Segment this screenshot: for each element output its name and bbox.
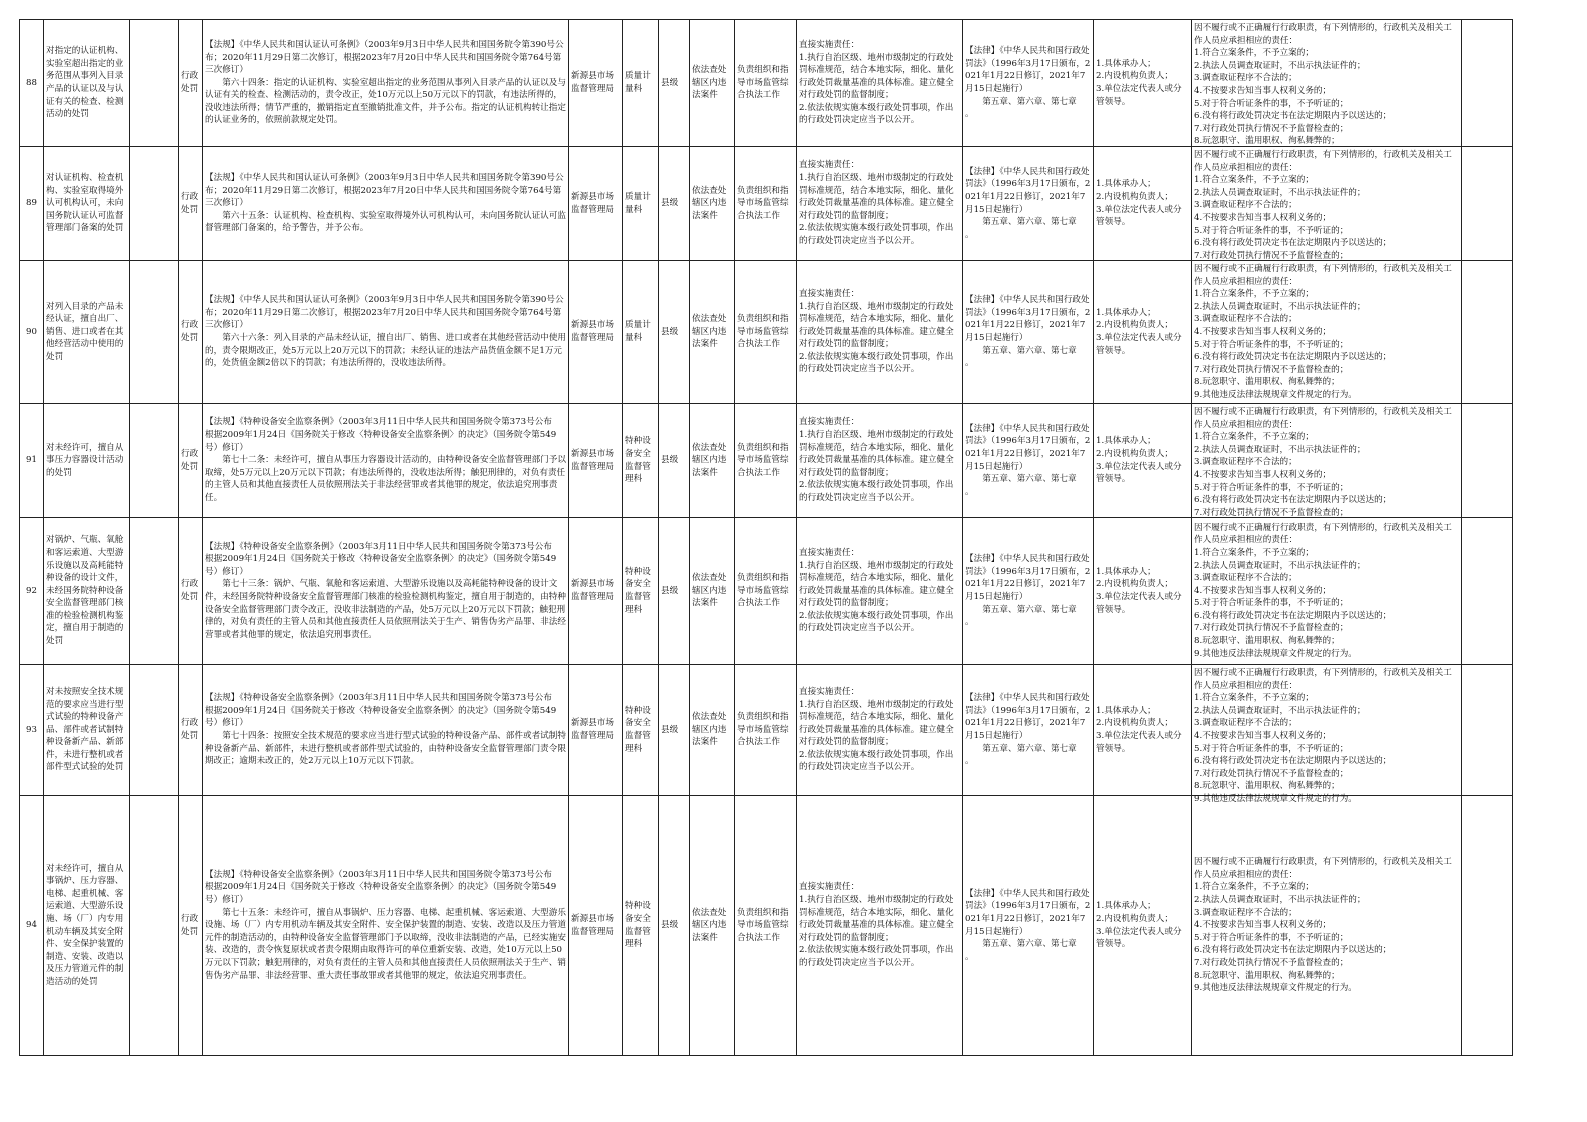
item-name: 对锅炉、气瓶、氧舱和客运索道、大型游乐设施以及高耗能特种设备的设计文件，未经国务院特种设备安全监督管理部门核准的检验检测机构鉴定，擅自用于制造的处罚: [44, 518, 130, 665]
implementing-agency: 新源县市场监督管理局: [569, 518, 623, 665]
duty-law-head: 【法律】《中华人民共和国行政处罚法》（1996年3月17日颁布，2021年1月22日修订，2021年7月15日起施行）: [965, 423, 1091, 472]
item-type: 行政处罚: [179, 261, 203, 404]
legal-basis-head: 【法规】《特种设备安全监察条例》（2003年3月11日中华人民共和国国务院令第373号公布 根据2009年1月24日《国务院关于修改〈特种设备安全监察条例〉的决定》（国务院令第549号）修订）: [205, 417, 561, 453]
legal-basis-article: 第六十六条：列入目录的产品未经认证，擅自出厂、销售、进口或者在其他经营活动中使用的，责令限期改正，处5万元以上20万元以下的罚款；未经认证的违法产品货值金额不足1万元的，处货值金额2倍以下的罚款；有违法所得的，没收违法所得。: [205, 333, 566, 369]
responsibility-summary: 负责组织和指导市场监管综合执法工作: [735, 518, 797, 665]
duty-content-clip: 直接实施责任： 1.执行自治区级、地州市级制定的行政处罚标准规范，结合本地实际，细化、量化行政处罚裁量基准的具体标准。建立健全对行政处罚的监督制度； 2.依法依规实施本级行政处罚事项，作出的行政处罚决定应当予以公开。: [799, 160, 954, 246]
duty-content-clip: 直接实施责任： 1.执行自治区级、地州市级制定的行政处罚标准规范，结合本地实际，细化、量化行政处罚裁量基准的具体标准。建立健全对行政处罚的监督制度； 2.依法依规实施本级行政处罚事项，作出的行政处罚决定应当予以公开。: [799, 288, 954, 375]
remarks: [1462, 796, 1513, 1056]
accountability-clauses: [1192, 20, 1462, 147]
item-type: 行政处罚: [179, 796, 203, 1056]
item-number: 93: [20, 665, 44, 796]
legal-basis-clip: [205, 541, 566, 642]
duty-content-clip: 直接实施责任： 1.执行自治区级、地州市级制定的行政处罚标准规范，结合本地实际，细化、量化行政处罚裁量基准的具体标准。建立健全对行政处罚的监督制度； 2.依法依规实施本级行政处罚事项，作出的行政处罚决定应当予以公开。: [799, 39, 954, 126]
implementing-agency: 新源县市场监督管理局: [569, 147, 623, 261]
implementing-agency: 新源县市场监督管理局: [569, 261, 623, 404]
exercise-level: 县级: [659, 147, 690, 261]
responsible-persons-list: 1.具体承办人； 2.内设机构负责人； 3.单位法定代表人或分管领导。: [1096, 566, 1182, 615]
legal-basis-article: 第七十二条：未经许可，擅自从事压力容器设计活动的，由特种设备安全监督管理部门予以取缔，处5万元以上20万元以下罚款；有违法所得的，没收违法所得；触犯刑律的，对负有责任的主管人员和其他直接责任人员依照刑法关于非法经营罪或者其他罪的规定，依法追究刑事责任。: [205, 455, 566, 503]
duty-content-clip: 直接实施责任： 1.执行自治区级、地州市级制定的行政处罚标准规范，结合本地实际，细化、量化行政处罚裁量基准的具体标准。建立健全对行政处罚的监督制度； 2.依法依规实施本级行政处罚事项，作出的行政处罚决定应当予以公开。: [799, 547, 954, 634]
legal-basis: [203, 796, 569, 1056]
duty-law-head: 【法律】《中华人民共和国行政处罚法》（1996年3月17日颁布，2021年1月22日修订，2021年7月15日起施行）: [965, 693, 1091, 741]
accountability-clauses-clip: 因不履行或不正确履行行政职责，有下列情形的，行政机关及相关工作人员应承担相应的责任： 1.符合立案条件，不予立案的； 2.执法人员调查取证时，不出示执法证件的； 3.调查取证程序不合法的； 4.不按要求告知当事人权利义务的； 5.对于符合听证条件的事，不予听证的； 6.没有将行政处罚决定书在法定期限内予以送达的； 7.对行政处罚执行情况不予监督检查的；: [1194, 150, 1452, 261]
item-name: 对指定的认证机构、实验室超出指定的业务范围从事列入目录产品的认证以及与认证有关的检查、检测活动的处罚: [44, 20, 130, 147]
accountability-clauses: [1192, 147, 1462, 261]
exercise-level: 县级: [659, 20, 690, 147]
legal-basis-clip: [205, 416, 566, 504]
legal-basis-clip: [205, 39, 566, 127]
responsible-unit: 特种设备安全监督管理科: [623, 665, 659, 796]
item-code: [130, 796, 179, 1056]
item-type: 行政处罚: [179, 20, 203, 147]
legal-basis: [203, 518, 569, 665]
duty-law-dot: 。: [965, 229, 974, 240]
implementing-agency: 新源县市场监督管理局: [569, 665, 623, 796]
accountability-clauses-clip: 因不履行或不正确履行行政职责，有下列情形的，行政机关及相关工作人员应承担相应的责任： 1.符合立案条件，不予立案的； 2.执法人员调查取证时，不出示执法证件的； 3.调查取证程序不合法的； 4.不按要求告知当事人权利义务的； 5.对于符合听证条件的事，不予听证的； 6.没有将行政处罚决定书在法定期限内予以送达的； 7.对行政处罚执行情况不予监督检查的； 8.玩忽职守、滥用职权、徇私舞弊的； 9.其他违反法律法规规章文件规定的行为。: [1194, 264, 1452, 400]
item-number: 91: [20, 404, 44, 518]
duty-law-dot: 。: [965, 109, 974, 120]
legal-basis-article: 第六十五条：认证机构、检查机构、实验室取得境外认可机构认可，未向国务院认证认可监督管理部门备案的，给予警告，并予公布。: [205, 210, 566, 234]
responsibility-summary: 负责组织和指导市场监管综合执法工作: [735, 147, 797, 261]
item-type: 行政处罚: [179, 518, 203, 665]
legal-basis-head: 【法规】《中华人民共和国认证认可条例》（2003年9月3日中华人民共和国国务院令第390号公布；2020年11月29日第二次修订，根据2023年7月20日中华人民共和国国务院令第764号第三次修订）: [205, 173, 564, 209]
duty-law-chapters: 第五章、第六章、第七章: [965, 743, 1077, 754]
legal-basis-head: 【法规】《中华人民共和国认证认可条例》（2003年9月3日中华人民共和国国务院令第390号公布；2020年11月29日第二次修订，根据2023年7月20日中华人民共和国国务院令第764号第三次修订）: [205, 39, 564, 76]
responsibility-summary: 负责组织和指导市场监管综合执法工作: [735, 796, 797, 1056]
responsible-unit: 特种设备安全监督管理科: [623, 404, 659, 518]
table-row: [20, 20, 1513, 147]
responsible-persons: [1094, 404, 1192, 518]
accountability-clauses: [1192, 518, 1462, 665]
item-code: [130, 147, 179, 261]
responsible-persons: [1094, 518, 1192, 665]
duty-content: [797, 147, 963, 261]
responsible-persons: [1094, 261, 1192, 404]
power-list-table: [19, 19, 1513, 1056]
legal-basis-head: 【法规】《中华人民共和国认证认可条例》（2003年9月3日中华人民共和国国务院令第390号公布；2020年11月29日第二次修订，根据2023年7月20日中华人民共和国国务院令第764号第三次修订）: [205, 295, 564, 331]
accountability-clauses-clip: 因不履行或不正确履行行政职责，有下列情形的，行政机关及相关工作人员应承担相应的责任： 1.符合立案条件，不予立案的； 2.执法人员调查取证时，不出示执法证件的； 3.调查取证程序不合法的； 4.不按要求告知当事人权利义务的； 5.对于符合听证条件的事，不予听证的； 6.没有将行政处罚决定书在法定期限内予以送达的； 7.对行政处罚执行情况不予监督检查的； 8.玩忽职守、滥用职权、徇私舞弊的； 9.其他违反法律法规规章文件规定的行为。: [1194, 857, 1452, 994]
implementing-agency: 新源县市场监督管理局: [569, 20, 623, 147]
responsible-persons-list: 1.具体承办人； 2.内设机构负责人； 3.单位法定代表人或分管领导。: [1096, 307, 1182, 356]
legal-basis-article: 第七十五条：未经许可，擅自从事锅炉、压力容器、电梯、起重机械、客运索道、大型游乐设施、场（厂）内专用机动车辆及其安全附件、安全保护装置的制造、安装、改造以及压力管道元件的制造活动的，由特种设备安全监督管理部门予以取缔，没收非法制造的产品，已经实施安装、改造的，责令恢复原状或者责令限期由取得许可的单位重新安装、改造，处10万元以上50万元以下罚款；触犯刑律的，对负有责任的主管人员和其他直接责任人员依照刑法关于生产、销售伪劣产品罪、非法经营罪、重大责任事故罪或者其他罪的规定，依法追究刑事责任。: [205, 907, 566, 981]
responsible-persons-list: 1.具体承办人； 2.内设机构负责人； 3.单位法定代表人或分管领导。: [1096, 901, 1182, 950]
duty-law-chapters: 第五章、第六章、第七章: [965, 345, 1077, 356]
item-name: 对列入目录的产品未经认证，擅自出厂、销售、进口或者在其他经营活动中使用的处罚: [44, 261, 130, 404]
jurisdiction-scope: 依法查处辖区内违法案件: [690, 147, 735, 261]
responsibility-summary: 负责组织和指导市场监管综合执法工作: [735, 665, 797, 796]
responsible-persons: [1094, 665, 1192, 796]
accountability-clauses: [1192, 404, 1462, 518]
exercise-level: 县级: [659, 518, 690, 665]
duty-content-clip: 直接实施责任： 1.执行自治区级、地州市级制定的行政处罚标准规范，结合本地实际，细化、量化行政处罚裁量基准的具体标准。建立健全对行政处罚的监督制度； 2.依法依规实施本级行政处罚事项，作出的行政处罚决定应当予以公开。: [799, 882, 954, 968]
item-code: [130, 518, 179, 665]
duty-legal-basis: [963, 147, 1094, 261]
duty-content: [797, 796, 963, 1056]
accountability-clauses-clip: 因不履行或不正确履行行政职责，有下列情形的，行政机关及相关工作人员应承担相应的责任： 1.符合立案条件，不予立案的； 2.执法人员调查取证时，不出示执法证件的； 3.调查取证程序不合法的； 4.不按要求告知当事人权利义务的； 5.对于符合听证条件的事，不予听证的； 6.没有将行政处罚决定书在法定期限内予以送达的； 7.对行政处罚执行情况不予监督检查的； 8.玩忽职守、滥用职权、徇私舞弊的；: [1194, 23, 1452, 147]
legal-basis-head: 【法规】《特种设备安全监察条例》（2003年3月11日中华人民共和国国务院令第373号公布 根据2009年1月24日《国务院关于修改〈特种设备安全监察条例〉的决定》（国务院令第549号）修订）: [205, 869, 561, 906]
accountability-clauses: [1192, 796, 1462, 1056]
responsible-unit: 质量计量科: [623, 20, 659, 147]
legal-basis: [203, 261, 569, 404]
duty-law-chapters: 第五章、第六章、第七章: [965, 939, 1077, 950]
accountability-clauses: [1192, 665, 1462, 804]
legal-basis-head: 【法规】《特种设备安全监察条例》（2003年3月11日中华人民共和国国务院令第373号公布 根据2009年1月24日《国务院关于修改〈特种设备安全监察条例〉的决定》（国务院令第549号）修订）: [205, 541, 561, 577]
item-name: 对未经许可，擅自从事压力容器设计活动的处罚: [44, 404, 130, 518]
legal-basis-head: 【法规】《特种设备安全监察条例》（2003年3月11日中华人民共和国国务院令第373号公布 根据2009年1月24日《国务院关于修改〈特种设备安全监察条例〉的决定》（国务院令第549号）修订）: [205, 693, 561, 729]
jurisdiction-scope: 依法查处辖区内违法案件: [690, 20, 735, 147]
exercise-level: 县级: [659, 665, 690, 796]
duty-legal-basis-clip: [965, 45, 1091, 121]
legal-basis-clip: [205, 172, 566, 235]
responsible-unit: 特种设备安全监督管理科: [623, 518, 659, 665]
item-type: 行政处罚: [179, 404, 203, 518]
duty-legal-basis: [963, 665, 1094, 796]
table-row: [20, 147, 1513, 261]
responsible-unit: 特种设备安全监督管理科: [623, 796, 659, 1056]
duty-law-head: 【法律】《中华人民共和国行政处罚法》（1996年3月17日颁布，2021年1月22日修订，2021年7月15日起施行）: [965, 295, 1091, 343]
item-number: 94: [20, 796, 44, 1056]
duty-content: [797, 404, 963, 518]
item-code: [130, 404, 179, 518]
duty-content: [797, 261, 963, 404]
remarks: [1462, 404, 1513, 518]
responsible-persons: [1094, 20, 1192, 147]
legal-basis: [203, 665, 569, 796]
implementing-agency: 新源县市场监督管理局: [569, 796, 623, 1056]
responsible-unit: 质量计量科: [623, 147, 659, 261]
jurisdiction-scope: 依法查处辖区内违法案件: [690, 404, 735, 518]
duty-law-dot: 。: [965, 951, 974, 962]
accountability-clauses-clip: 因不履行或不正确履行行政职责，有下列情形的，行政机关及相关工作人员应承担相应的责任： 1.符合立案条件，不予立案的； 2.执法人员调查取证时，不出示执法证件的； 3.调查取证程序不合法的； 4.不按要求告知当事人权利义务的； 5.对于符合听证条件的事，不予听证的； 6.没有将行政处罚决定书在法定期限内予以送达的； 7.对行政处罚执行情况不予监督检查的； 8.玩忽职守、滥用职权、徇私舞弊的； 9.其他违反法律法规规章文件规定的行为。: [1194, 668, 1452, 804]
responsible-persons-list: 1.具体承办人； 2.内设机构负责人； 3.单位法定代表人或分管领导。: [1096, 436, 1182, 485]
jurisdiction-scope: 依法查处辖区内违法案件: [690, 796, 735, 1056]
duty-law-dot: 。: [965, 617, 974, 628]
table-body: [20, 20, 1513, 1056]
remarks: [1462, 261, 1513, 404]
accountability-clauses-clip: 因不履行或不正确履行行政职责，有下列情形的，行政机关及相关工作人员应承担相应的责任： 1.符合立案条件，不予立案的； 2.执法人员调查取证时，不出示执法证件的； 3.调查取证程序不合法的； 4.不按要求告知当事人权利义务的； 5.对于符合听证条件的事，不予听证的； 6.没有将行政处罚决定书在法定期限内予以送达的； 7.对行政处罚执行情况不予监督检查的； 8.玩忽职守、滥用职权、徇私舞弊的； 9.其他违反法律法规规章文件规定的行为。: [1194, 522, 1452, 659]
duty-content: [797, 20, 963, 147]
duty-legal-basis-clip: [965, 423, 1091, 499]
legal-basis: [203, 20, 569, 147]
exercise-level: 县级: [659, 261, 690, 404]
item-code: [130, 665, 179, 796]
duty-law-dot: 。: [965, 756, 974, 767]
legal-basis-clip: [205, 869, 566, 982]
item-number: 90: [20, 261, 44, 404]
duty-legal-basis-clip: [965, 692, 1091, 768]
table-row: [20, 665, 1513, 796]
legal-basis-clip: [205, 294, 566, 370]
item-type: 行政处罚: [179, 147, 203, 261]
remarks: [1462, 518, 1513, 665]
item-name: 对认证机构、检查机构、实验室取得境外认可机构认可，未向国务院认证认可监督管理部门备案的处罚: [44, 147, 130, 261]
duty-legal-basis-clip: [965, 294, 1091, 370]
legal-basis: [203, 404, 569, 518]
responsibility-summary: 负责组织和指导市场监管综合执法工作: [735, 261, 797, 404]
duty-legal-basis: [963, 261, 1094, 404]
responsibility-summary: 负责组织和指导市场监管综合执法工作: [735, 20, 797, 147]
legal-basis-article: 第七十三条：锅炉、气瓶、氧舱和客运索道、大型游乐设施以及高耗能特种设备的设计文件，未经国务院特种设备安全监督管理部门核准的检验检测机构鉴定，擅自用于制造的，由特种设备安全监督管理部门责令改正，没收非法制造的产品，处5万元以上20万元以下罚款；触犯刑律的，对负有责任的主管人员和其他直接责任人员依照刑法关于生产、销售伪劣产品罪、非法经营罪或者其他罪的规定，依法追究刑事责任。: [205, 579, 566, 640]
duty-legal-basis: [963, 20, 1094, 147]
duty-law-chapters: 第五章、第六章、第七章: [965, 474, 1077, 485]
duty-law-dot: 。: [965, 486, 974, 497]
duty-law-dot: 。: [965, 358, 974, 369]
duty-legal-basis: [963, 518, 1094, 665]
exercise-level: 县级: [659, 404, 690, 518]
item-type: 行政处罚: [179, 665, 203, 796]
legal-basis-article: 第六十四条：指定的认证机构、实验室超出指定的业务范围从事列入目录产品的认证以及与认证有关的检查、检测活动的，责令改正，处10万元以上50万元以下的罚款，有违法所得的，没收违法所得；情节严重的，撤销指定直至撤销批准文件，并予公布。指定的认证机构转让指定的认证业务的，依照前款规定处罚。: [205, 77, 566, 126]
exercise-level: 县级: [659, 796, 690, 1056]
responsible-unit: 质量计量科: [623, 261, 659, 404]
duty-legal-basis-clip: [965, 888, 1091, 964]
item-name: 对未按照安全技术规范的要求应当进行型式试验的特种设备产品、部件或者试制特种设备新产品、新部件，未进行整机或者部件型式试验的处罚: [44, 665, 130, 796]
table-row: [20, 796, 1513, 1056]
duty-legal-basis: [963, 796, 1094, 1056]
duty-legal-basis-clip: [965, 166, 1091, 242]
implementing-agency: 新源县市场监督管理局: [569, 404, 623, 518]
remarks: [1462, 147, 1513, 261]
legal-basis-article: 第七十四条：按照安全技术规范的要求应当进行型式试验的特种设备产品、部件或者试制特种设备新产品、新部件，未进行整机或者部件型式试验的，由特种设备安全监督管理部门责令限期改正；逾期未改正的，处2万元以上10万元以下罚款。: [205, 731, 566, 767]
duty-law-head: 【法律】《中华人民共和国行政处罚法》（1996年3月17日颁布，2021年1月22日修订，2021年7月15日起施行）: [965, 888, 1091, 937]
table-row: [20, 518, 1513, 665]
duty-law-chapters: 第五章、第六章、第七章: [965, 96, 1077, 107]
duty-content: [797, 665, 963, 796]
item-number: 89: [20, 147, 44, 261]
duty-content-clip: 直接实施责任： 1.执行自治区级、地州市级制定的行政处罚标准规范，结合本地实际，细化、量化行政处罚裁量基准的具体标准。建立健全对行政处罚的监督制度； 2.依法依规实施本级行政处罚事项，作出的行政处罚决定应当予以公开。: [799, 686, 954, 773]
responsible-persons: [1094, 147, 1192, 261]
responsible-persons: [1094, 796, 1192, 1056]
duty-law-head: 【法律】《中华人民共和国行政处罚法》（1996年3月17日颁布，2021年1月22日修订，2021年7月15日起施行）: [965, 554, 1091, 602]
duty-law-head: 【法律】《中华人民共和国行政处罚法》（1996年3月17日颁布，2021年1月22日修订，2021年7月15日起施行）: [965, 166, 1091, 215]
jurisdiction-scope: 依法查处辖区内违法案件: [690, 261, 735, 404]
jurisdiction-scope: 依法查处辖区内违法案件: [690, 665, 735, 796]
item-number: 92: [20, 518, 44, 665]
responsible-persons-list: 1.具体承办人； 2.内设机构负责人； 3.单位法定代表人或分管领导。: [1096, 179, 1182, 228]
duty-law-chapters: 第五章、第六章、第七章: [965, 217, 1077, 228]
accountability-clauses-clip: 因不履行或不正确履行行政职责，有下列情形的，行政机关及相关工作人员应承担相应的责任： 1.符合立案条件，不予立案的； 2.执法人员调查取证时，不出示执法证件的； 3.调查取证程序不合法的； 4.不按要求告知当事人权利义务的； 5.对于符合听证条件的事，不予听证的； 6.没有将行政处罚决定书在法定期限内予以送达的； 7.对行政处罚执行情况不予监督检查的；: [1194, 407, 1452, 518]
table-row: [20, 261, 1513, 404]
responsibility-summary: 负责组织和指导市场监管综合执法工作: [735, 404, 797, 518]
duty-legal-basis: [963, 404, 1094, 518]
remarks: [1462, 665, 1513, 796]
duty-content-clip: 直接实施责任： 1.执行自治区级、地州市级制定的行政处罚标准规范，结合本地实际，细化、量化行政处罚裁量基准的具体标准。建立健全对行政处罚的监督制度； 2.依法依规实施本级行政处罚事项，作出的行政处罚决定应当予以公开。: [799, 417, 954, 503]
duty-content: [797, 518, 963, 665]
item-code: [130, 261, 179, 404]
table-row: [20, 404, 1513, 518]
responsible-persons-list: 1.具体承办人； 2.内设机构负责人； 3.单位法定代表人或分管领导。: [1096, 58, 1182, 107]
remarks: [1462, 20, 1513, 147]
duty-law-chapters: 第五章、第六章、第七章: [965, 604, 1077, 615]
duty-law-head: 【法律】《中华人民共和国行政处罚法》（1996年3月17日颁布，2021年1月22日修订，2021年7月15日起施行）: [965, 46, 1091, 94]
legal-basis-clip: [205, 692, 566, 768]
item-name: 对未经许可，擅自从事锅炉、压力容器、电梯、起重机械、客运索道、大型游乐设施、场（厂）内专用机动车辆及其安全附件、安全保护装置的制造、安装、改造以及压力管道元件的制造活动的处罚: [44, 796, 130, 1056]
item-code: [130, 20, 179, 147]
responsible-persons-list: 1.具体承办人； 2.内设机构负责人； 3.单位法定代表人或分管领导。: [1096, 705, 1182, 754]
jurisdiction-scope: 依法查处辖区内违法案件: [690, 518, 735, 665]
duty-legal-basis-clip: [965, 553, 1091, 629]
legal-basis: [203, 147, 569, 261]
item-number: 88: [20, 20, 44, 147]
accountability-clauses: [1192, 261, 1462, 404]
